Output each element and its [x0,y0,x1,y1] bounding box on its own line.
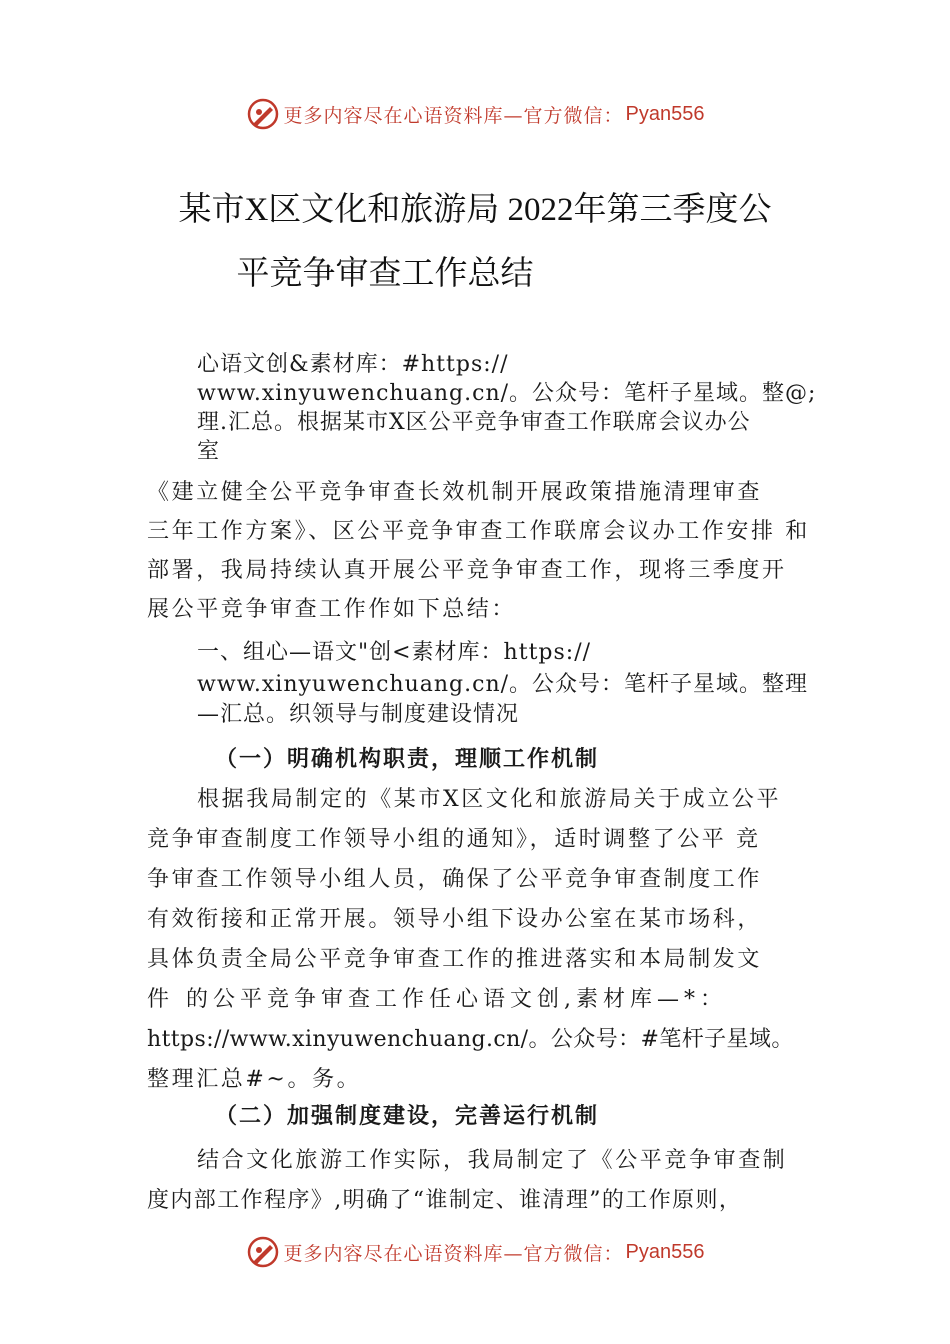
body-line: 结合文化旅游工作实际，我局制定了《公平竞争审查制 [197,1148,788,1173]
watermark-banner-top [0,94,950,134]
body-line: —汇总。织领导与制度建设情况 [197,702,520,727]
body-line: 根据我局制定的《某市X区文化和旅游局关于成立公平 [197,787,782,812]
watermark-banner-bottom [0,1232,950,1272]
body-line: 整理汇总#~。务。 [147,1067,362,1092]
section-heading: 一、组心—语文"创<素材库：https:// [197,640,592,665]
banner-wechat-id: Pyan556 [625,1240,705,1263]
body-line: 度内部工作程序》,明确了“谁制定、谁清理”的工作原则， [147,1188,743,1213]
body-line: 《建立健全公平竞争审查长效机制开展政策措施清理审查 [147,480,763,505]
body-line: 部署，我局持续认真开展公平竞争审查工作，现将三季度开 [147,558,787,583]
banner-wechat-id: Pyan556 [625,102,705,125]
body-line: 竞争审查制度工作领导小组的通知》，适时调整了公平 竞 [147,827,761,852]
body-line: 具体负责全局公平竞争审查工作的推进落实和本局制发文 [147,947,763,972]
body-line: 室 [197,439,221,464]
body-line: 理.汇总。根据某市X区公平竞争审查工作联席会议办公 [197,410,751,435]
body-line: www.xinyuwenchuang.cn/。公众号：笔杆子星域。整理 [197,672,809,697]
pen-logo-icon [246,1235,280,1269]
banner-text: 更多内容尽在心语资料库—官方微信： [283,1242,624,1265]
body-line: https://www.xinyuwenchuang.cn/。公众号：#笔杆子星域。 [147,1027,794,1052]
pen-logo-icon [246,97,280,131]
subsection-heading-1: （一）明确机构职责，理顺工作机制 [215,746,600,772]
document-title-line-1: 某市X区文化和旅游局 2022年第三季度公 [178,192,772,228]
subsection-heading-2: （二）加强制度建设，完善运行机制 [215,1103,600,1129]
body-line: www.xinyuwenchuang.cn/。公众号：笔杆子星域。整@; [197,381,817,406]
body-line: 件 的公平竞争审查工作任心语文创,素材库—*： [147,987,727,1012]
banner-text: 更多内容尽在心语资料库—官方微信： [283,104,624,127]
body-line: 展公平竞争审查工作作如下总结： [147,597,517,622]
body-line: 三年工作方案》、区公平竞争审查工作联席会议办工作安排 和 [147,519,810,544]
document-title-line-2: 平竞争审查工作总结 [236,256,534,292]
body-line: 争审查工作领导小组人员，确保了公平竞争审查制度工作 [147,867,763,892]
body-line: 有效衔接和正常开展。领导小组下设办公室在某市场科， [147,907,763,932]
body-line: 心语文创&素材库：#https:// [197,352,509,377]
